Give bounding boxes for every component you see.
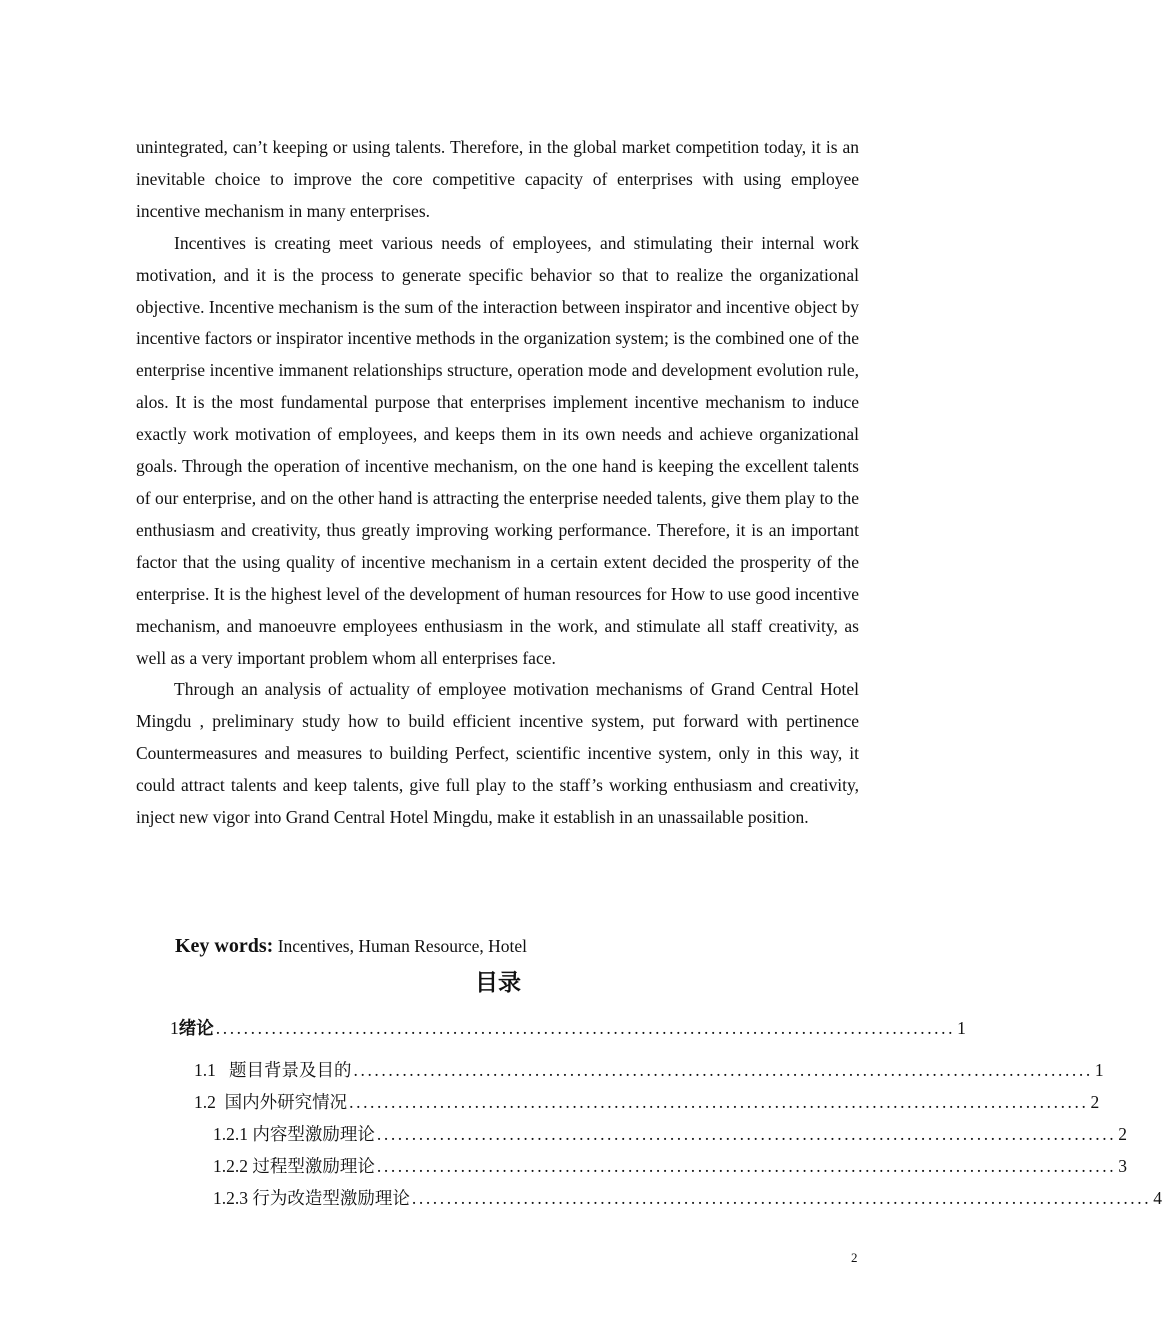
toc-entry-title: 过程型激励理论 xyxy=(252,1157,375,1177)
toc-entry-page: 1 xyxy=(957,1018,966,1038)
toc-entry-number: 1.2.2 xyxy=(213,1156,253,1176)
toc-leader-dots: .......................................................................................................... xyxy=(349,1092,1089,1112)
toc-entry-number: 1.1 xyxy=(194,1060,229,1080)
page-number: 2 xyxy=(851,1250,858,1265)
toc-leader-dots: .......................................................................................................... xyxy=(376,1124,1117,1144)
toc-entry-number: 1.2.3 xyxy=(213,1188,253,1208)
toc-entry[interactable] xyxy=(213,1154,1127,1179)
toc-entry-page: 2 xyxy=(1090,1092,1100,1112)
abstract-paragraph-2: Incentives is creating meet various needs of employees, and stimulating their internal work motivation, and it is the process to generate specific behavior so that to realize the organizational objective. Incentive mechanism is the sum of the interaction between inspirator and incentive object by incentive factors or inspirator incentive methods in the organization system; is the combined one of the enterprise incentive immanent relationships structure, operation mode and development evolution rule, alos. It is the most fundamental purpose that enterprises implement incentive mechanism to induce exactly work motivation of employees, and keeps them in its own needs and achieve organizational goals. Through the operation of incentive mechanism, on the one hand is keeping the excellent talents of our enterprise, and on the other hand is attracting the enterprise needed talents, give them play to the enthusiasm and creativity, thus greatly improving working performance. Therefore, it is an important factor that the using quality of incentive mechanism in a certain extent decided the prosperity of the enterprise. It is the highest level of the development of human resources for How to use good incentive mechanism, and manoeuvre employees enthusiasm in the work, and stimulate all staff creativity, as well as a very important problem whom all enterprises face. xyxy=(136,232,859,668)
toc-title: 目录 xyxy=(475,970,521,996)
toc-entry[interactable] xyxy=(213,1122,1127,1147)
toc-entry-page: 3 xyxy=(1118,1156,1127,1176)
toc-entry-number: 1 xyxy=(170,1018,179,1038)
toc-entry-title: 行为改造型激励理论 xyxy=(252,1189,410,1209)
toc-entry-page: 4 xyxy=(1153,1188,1162,1208)
toc-entry-title: 国内外研究情况 xyxy=(224,1093,348,1113)
toc-leader-dots: .......................................................................................................... xyxy=(353,1060,1093,1080)
toc-entry-page: 1 xyxy=(1094,1060,1104,1080)
keywords-label: Key words: xyxy=(175,935,274,957)
toc-leader-dots: .......................................................................................................... xyxy=(411,1188,1152,1208)
toc-entry[interactable] xyxy=(194,1090,1100,1115)
toc-entry-title: 绪论 xyxy=(178,1019,214,1039)
abstract-body xyxy=(136,132,859,834)
toc-leader-dots: .......................................................................................................... xyxy=(376,1156,1117,1176)
toc-entry-number: 1.2.1 xyxy=(213,1124,253,1144)
toc-entry-number: 1.2 xyxy=(194,1092,225,1112)
toc-leader-dots: .......................................................................................................... xyxy=(215,1018,956,1038)
toc-entry[interactable] xyxy=(194,1058,1104,1083)
abstract-paragraph-1: unintegrated, can’t keeping or using talents. Therefore, in the global market competition today, it is an inevitable choice to improve the core competitive capacity of enterprises with using employee incentive mechanism in many enterprises. xyxy=(136,137,859,221)
toc-entry-title: 内容型激励理论 xyxy=(252,1125,375,1145)
abstract-paragraph-3: Through an analysis of actuality of employee motivation mechanisms of Grand Central Hotel Mingdu , preliminary study how to build efficient incentive system, put forward with pertinence Countermeasures and measures to building Perfect, scientific incentive system, only in this way, it could attract talents and keep talents, give full play to the staff’s working enthusiasm and creativity, inject new vigor into Grand Central Hotel Mingdu, make it establish in an unassailable position. xyxy=(136,679,859,828)
toc-entry[interactable] xyxy=(213,1186,1162,1211)
toc-entry-title: 题目背景及目的 xyxy=(229,1061,352,1081)
keywords-line xyxy=(175,931,527,961)
keywords-text: Incentives, Human Resource, Hotel xyxy=(273,936,528,956)
toc-entry-page: 2 xyxy=(1118,1124,1127,1144)
toc-entry[interactable] xyxy=(170,1016,966,1041)
